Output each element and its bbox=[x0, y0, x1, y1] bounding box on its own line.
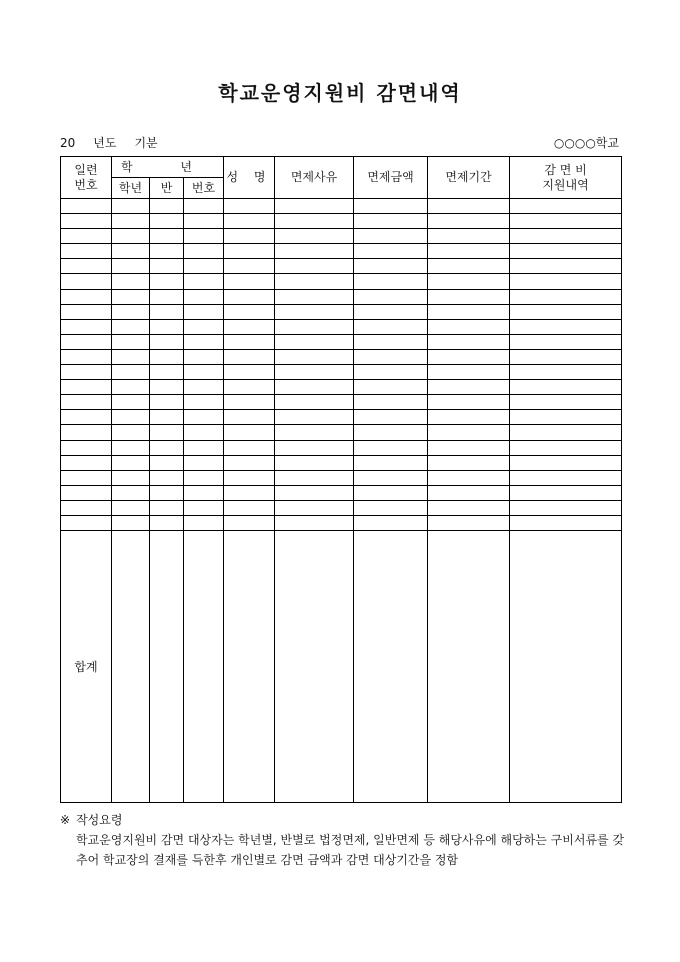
table-cell[interactable] bbox=[354, 274, 428, 289]
table-cell[interactable] bbox=[354, 515, 428, 530]
table-cell[interactable] bbox=[275, 259, 354, 274]
table-cell[interactable] bbox=[510, 440, 622, 455]
table-cell[interactable] bbox=[354, 440, 428, 455]
table-row bbox=[61, 334, 622, 349]
table-cell[interactable] bbox=[275, 531, 354, 803]
table-cell[interactable] bbox=[184, 274, 224, 289]
table-cell[interactable] bbox=[184, 485, 224, 500]
table-cell[interactable] bbox=[428, 214, 510, 229]
table-row bbox=[61, 395, 622, 410]
table-cell[interactable] bbox=[354, 334, 428, 349]
table-cell[interactable] bbox=[184, 380, 224, 395]
table-cell[interactable] bbox=[510, 395, 622, 410]
table-cell[interactable] bbox=[150, 470, 184, 485]
table-cell[interactable] bbox=[224, 515, 275, 530]
table-cell[interactable] bbox=[354, 500, 428, 515]
table-cell[interactable] bbox=[510, 380, 622, 395]
table-cell[interactable] bbox=[150, 531, 184, 803]
table-cell[interactable] bbox=[354, 485, 428, 500]
table-cell[interactable] bbox=[112, 485, 150, 500]
table-cell[interactable] bbox=[184, 395, 224, 410]
table-cell[interactable] bbox=[428, 425, 510, 440]
table-cell[interactable] bbox=[354, 349, 428, 364]
table-cell[interactable] bbox=[354, 365, 428, 380]
table-cell[interactable] bbox=[275, 395, 354, 410]
table-cell[interactable] bbox=[275, 229, 354, 244]
table-cell[interactable] bbox=[428, 365, 510, 380]
year-label: 년도 bbox=[93, 136, 117, 150]
table-row bbox=[61, 304, 622, 319]
table-row bbox=[61, 319, 622, 334]
table-cell[interactable] bbox=[428, 395, 510, 410]
table-cell[interactable] bbox=[61, 244, 112, 259]
table-cell[interactable] bbox=[510, 244, 622, 259]
table-row bbox=[61, 274, 622, 289]
table-cell[interactable] bbox=[112, 425, 150, 440]
table-cell[interactable] bbox=[510, 349, 622, 364]
table-cell[interactable] bbox=[428, 531, 510, 803]
table-cell[interactable] bbox=[224, 259, 275, 274]
table-cell[interactable] bbox=[275, 425, 354, 440]
table-cell[interactable] bbox=[224, 440, 275, 455]
table-cell[interactable] bbox=[510, 531, 622, 803]
fiscal-year-line bbox=[60, 134, 176, 151]
table-cell[interactable] bbox=[354, 199, 428, 214]
table-cell[interactable] bbox=[184, 410, 224, 425]
table-cell[interactable] bbox=[150, 440, 184, 455]
header-name: 성 명 bbox=[224, 157, 275, 199]
table-cell[interactable] bbox=[150, 500, 184, 515]
table-cell[interactable] bbox=[150, 334, 184, 349]
table-cell[interactable] bbox=[275, 334, 354, 349]
table-cell[interactable] bbox=[275, 349, 354, 364]
table-cell[interactable] bbox=[61, 349, 112, 364]
table-cell[interactable] bbox=[354, 470, 428, 485]
table-cell[interactable] bbox=[428, 229, 510, 244]
header-support: 감 면 비 지원내역 bbox=[510, 157, 622, 199]
note-heading: 작성요령 bbox=[76, 813, 123, 827]
table-cell[interactable] bbox=[61, 365, 112, 380]
table-cell[interactable] bbox=[428, 259, 510, 274]
table-cell[interactable] bbox=[61, 425, 112, 440]
exemption-table bbox=[60, 156, 622, 803]
table-cell[interactable] bbox=[510, 274, 622, 289]
table-cell[interactable] bbox=[184, 515, 224, 530]
header-grade-group: 학 년 bbox=[112, 157, 224, 178]
table-cell[interactable] bbox=[184, 199, 224, 214]
table-cell[interactable] bbox=[224, 531, 275, 803]
table-cell[interactable] bbox=[224, 244, 275, 259]
table-cell[interactable] bbox=[184, 334, 224, 349]
table-cell[interactable] bbox=[354, 395, 428, 410]
table-cell[interactable] bbox=[224, 229, 275, 244]
table-cell[interactable] bbox=[184, 455, 224, 470]
table-cell[interactable] bbox=[61, 319, 112, 334]
table-cell[interactable] bbox=[61, 395, 112, 410]
table-cell[interactable] bbox=[224, 304, 275, 319]
table-cell[interactable] bbox=[224, 199, 275, 214]
table-row bbox=[61, 515, 622, 530]
table-body bbox=[61, 199, 622, 803]
table-cell[interactable] bbox=[275, 485, 354, 500]
table-cell[interactable] bbox=[510, 319, 622, 334]
table-cell[interactable] bbox=[224, 395, 275, 410]
table-cell[interactable] bbox=[428, 485, 510, 500]
table-cell[interactable] bbox=[61, 485, 112, 500]
table-cell[interactable] bbox=[354, 214, 428, 229]
table-cell[interactable] bbox=[112, 455, 150, 470]
table-row bbox=[61, 485, 622, 500]
table-cell[interactable] bbox=[224, 380, 275, 395]
table-cell[interactable] bbox=[224, 334, 275, 349]
table-row bbox=[61, 199, 622, 214]
table-cell[interactable] bbox=[275, 380, 354, 395]
table-cell[interactable] bbox=[428, 500, 510, 515]
table-cell[interactable] bbox=[112, 229, 150, 244]
header-number: 번호 bbox=[184, 178, 224, 199]
table-cell[interactable] bbox=[428, 515, 510, 530]
table-cell[interactable] bbox=[184, 304, 224, 319]
table-cell[interactable] bbox=[510, 229, 622, 244]
table-cell[interactable] bbox=[354, 531, 428, 803]
table-cell[interactable] bbox=[428, 319, 510, 334]
table-cell[interactable] bbox=[510, 410, 622, 425]
table-cell[interactable] bbox=[428, 470, 510, 485]
table-cell[interactable] bbox=[61, 500, 112, 515]
table-cell[interactable] bbox=[112, 500, 150, 515]
table-cell[interactable] bbox=[61, 274, 112, 289]
table-cell[interactable] bbox=[112, 244, 150, 259]
header-grade: 학년 bbox=[112, 178, 150, 199]
table-cell[interactable] bbox=[354, 425, 428, 440]
table-cell[interactable] bbox=[428, 274, 510, 289]
table-cell[interactable] bbox=[61, 470, 112, 485]
table-cell[interactable] bbox=[428, 334, 510, 349]
header-period: 면제기간 bbox=[428, 157, 510, 199]
table-cell[interactable] bbox=[150, 365, 184, 380]
table-cell[interactable] bbox=[354, 380, 428, 395]
table-cell[interactable] bbox=[61, 229, 112, 244]
table-cell[interactable] bbox=[275, 304, 354, 319]
table-cell[interactable] bbox=[510, 365, 622, 380]
table-row bbox=[61, 500, 622, 515]
table-cell[interactable] bbox=[510, 259, 622, 274]
note-body: 학교운영지원비 감면 대상자는 학년별, 반별로 법정면제, 일반면제 등 해당사유에 해당하는 구비서류를 갖추어 학교장의 결재를 득한후 개인별로 감면 금액과 감면 대상기간을 정함 bbox=[76, 833, 625, 867]
table-cell[interactable] bbox=[112, 349, 150, 364]
table-row bbox=[61, 470, 622, 485]
header-class: 반 bbox=[150, 178, 184, 199]
table-cell[interactable] bbox=[275, 500, 354, 515]
table-cell[interactable] bbox=[354, 259, 428, 274]
table-cell[interactable] bbox=[150, 289, 184, 304]
table-cell[interactable] bbox=[184, 470, 224, 485]
table-row bbox=[61, 244, 622, 259]
table-cell[interactable] bbox=[224, 500, 275, 515]
table-cell[interactable] bbox=[428, 289, 510, 304]
year-prefix: 20 bbox=[60, 136, 76, 150]
page-title: 학교운영지원비 감면내역 bbox=[218, 81, 462, 105]
table-cell[interactable] bbox=[510, 485, 622, 500]
table-cell[interactable] bbox=[61, 440, 112, 455]
table-cell[interactable] bbox=[112, 334, 150, 349]
table-cell[interactable] bbox=[184, 365, 224, 380]
table-cell[interactable] bbox=[224, 470, 275, 485]
table-cell[interactable] bbox=[275, 455, 354, 470]
table-cell[interactable] bbox=[150, 515, 184, 530]
table-cell[interactable] bbox=[224, 289, 275, 304]
table-cell[interactable] bbox=[275, 214, 354, 229]
table-cell[interactable] bbox=[428, 440, 510, 455]
table-cell[interactable] bbox=[224, 214, 275, 229]
school-name: ○○○○학교 bbox=[553, 136, 619, 150]
table-cell[interactable] bbox=[112, 380, 150, 395]
table-cell[interactable] bbox=[428, 380, 510, 395]
table-row bbox=[61, 440, 622, 455]
table-cell[interactable] bbox=[61, 259, 112, 274]
table-cell[interactable] bbox=[224, 365, 275, 380]
table-cell[interactable] bbox=[150, 229, 184, 244]
table-cell[interactable] bbox=[354, 319, 428, 334]
table-cell[interactable] bbox=[510, 470, 622, 485]
table-cell[interactable] bbox=[112, 319, 150, 334]
table-cell[interactable] bbox=[428, 244, 510, 259]
table-cell[interactable] bbox=[61, 199, 112, 214]
table-cell[interactable] bbox=[61, 289, 112, 304]
table-row bbox=[61, 365, 622, 380]
table-cell[interactable] bbox=[150, 199, 184, 214]
table-cell[interactable] bbox=[150, 244, 184, 259]
total-label: 합계 bbox=[61, 531, 112, 803]
table-cell[interactable] bbox=[112, 214, 150, 229]
writing-guide bbox=[60, 810, 635, 870]
table-cell[interactable] bbox=[112, 531, 150, 803]
table-cell[interactable] bbox=[354, 455, 428, 470]
table-cell[interactable] bbox=[184, 531, 224, 803]
table-cell[interactable] bbox=[112, 515, 150, 530]
table-cell[interactable] bbox=[112, 365, 150, 380]
total-row bbox=[61, 531, 622, 803]
table-cell[interactable] bbox=[428, 349, 510, 364]
table-cell[interactable] bbox=[510, 304, 622, 319]
table-cell[interactable] bbox=[428, 410, 510, 425]
table-cell[interactable] bbox=[61, 410, 112, 425]
table-cell[interactable] bbox=[61, 334, 112, 349]
table-cell[interactable] bbox=[150, 214, 184, 229]
table-cell[interactable] bbox=[184, 319, 224, 334]
table-cell[interactable] bbox=[275, 515, 354, 530]
table-cell[interactable] bbox=[150, 485, 184, 500]
table-cell[interactable] bbox=[61, 304, 112, 319]
table-cell[interactable] bbox=[510, 289, 622, 304]
table-cell[interactable] bbox=[61, 214, 112, 229]
table-cell[interactable] bbox=[510, 334, 622, 349]
table-cell[interactable] bbox=[184, 244, 224, 259]
table-cell[interactable] bbox=[150, 380, 184, 395]
table-cell[interactable] bbox=[150, 259, 184, 274]
table-cell[interactable] bbox=[150, 319, 184, 334]
table-cell[interactable] bbox=[510, 455, 622, 470]
table-cell[interactable] bbox=[112, 259, 150, 274]
table-row bbox=[61, 289, 622, 304]
table-cell[interactable] bbox=[224, 349, 275, 364]
table-row bbox=[61, 380, 622, 395]
table-cell[interactable] bbox=[354, 244, 428, 259]
table-cell[interactable] bbox=[428, 199, 510, 214]
table-cell[interactable] bbox=[275, 319, 354, 334]
table-cell[interactable] bbox=[428, 304, 510, 319]
table-cell[interactable] bbox=[184, 229, 224, 244]
table-cell[interactable] bbox=[112, 440, 150, 455]
table-row bbox=[61, 455, 622, 470]
table-cell[interactable] bbox=[354, 229, 428, 244]
table-cell[interactable] bbox=[224, 485, 275, 500]
table-cell[interactable] bbox=[184, 259, 224, 274]
table-row bbox=[61, 214, 622, 229]
table-cell[interactable] bbox=[184, 440, 224, 455]
table-cell[interactable] bbox=[112, 395, 150, 410]
table-cell[interactable] bbox=[354, 289, 428, 304]
table-cell[interactable] bbox=[275, 410, 354, 425]
table-row bbox=[61, 259, 622, 274]
table-cell[interactable] bbox=[61, 515, 112, 530]
table-cell[interactable] bbox=[275, 365, 354, 380]
table-cell[interactable] bbox=[150, 425, 184, 440]
table-cell[interactable] bbox=[275, 289, 354, 304]
table-cell[interactable] bbox=[510, 214, 622, 229]
table-row bbox=[61, 410, 622, 425]
header-reason: 면제사유 bbox=[275, 157, 354, 199]
table-cell[interactable] bbox=[112, 289, 150, 304]
table-cell[interactable] bbox=[184, 500, 224, 515]
table-cell[interactable] bbox=[428, 455, 510, 470]
table-cell[interactable] bbox=[184, 214, 224, 229]
table-cell[interactable] bbox=[184, 349, 224, 364]
table-cell[interactable] bbox=[150, 349, 184, 364]
table-cell[interactable] bbox=[510, 500, 622, 515]
base-label: 기분 bbox=[134, 136, 158, 150]
table-cell[interactable] bbox=[112, 199, 150, 214]
table-cell[interactable] bbox=[354, 410, 428, 425]
table-cell[interactable] bbox=[150, 274, 184, 289]
header-serial: 일련 번호 bbox=[61, 157, 112, 199]
table-cell[interactable] bbox=[224, 455, 275, 470]
table-cell[interactable] bbox=[224, 274, 275, 289]
table-cell[interactable] bbox=[150, 395, 184, 410]
table-cell[interactable] bbox=[224, 319, 275, 334]
table-row bbox=[61, 229, 622, 244]
table-cell[interactable] bbox=[275, 440, 354, 455]
table-cell[interactable] bbox=[150, 410, 184, 425]
table-cell[interactable] bbox=[184, 289, 224, 304]
table-row bbox=[61, 425, 622, 440]
table-cell[interactable] bbox=[275, 244, 354, 259]
table-cell[interactable] bbox=[150, 455, 184, 470]
table-cell[interactable] bbox=[184, 425, 224, 440]
table-cell[interactable] bbox=[354, 304, 428, 319]
table-cell[interactable] bbox=[224, 410, 275, 425]
table-cell[interactable] bbox=[510, 425, 622, 440]
table-row bbox=[61, 349, 622, 364]
table-cell[interactable] bbox=[275, 274, 354, 289]
table-cell[interactable] bbox=[275, 470, 354, 485]
table-cell[interactable] bbox=[112, 470, 150, 485]
table-cell[interactable] bbox=[61, 380, 112, 395]
table-cell[interactable] bbox=[112, 304, 150, 319]
table-cell[interactable] bbox=[510, 515, 622, 530]
table-cell[interactable] bbox=[150, 304, 184, 319]
table-cell[interactable] bbox=[112, 410, 150, 425]
table-cell[interactable] bbox=[112, 274, 150, 289]
table-cell[interactable] bbox=[510, 199, 622, 214]
table-cell[interactable] bbox=[224, 425, 275, 440]
note-mark: ※ bbox=[60, 813, 71, 827]
table-cell[interactable] bbox=[275, 199, 354, 214]
header-amount: 면제금액 bbox=[354, 157, 428, 199]
table-cell[interactable] bbox=[61, 455, 112, 470]
